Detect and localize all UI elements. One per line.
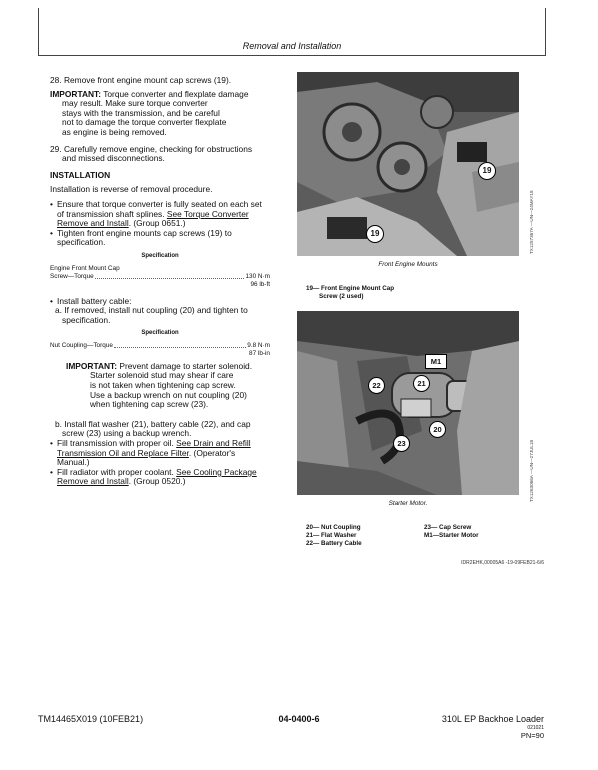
bullet-suffix: . (Operator's xyxy=(188,447,236,458)
figure-2-legend-left xyxy=(306,524,362,548)
spec-block-engine-mount xyxy=(50,252,270,289)
footer-page-number: PN=90 xyxy=(520,731,544,740)
figure-front-engine-mounts xyxy=(297,72,519,256)
link-cooling-package[interactable]: See Cooling Package xyxy=(176,466,257,477)
link-torque-converter[interactable]: See Torque Converter xyxy=(166,208,249,219)
spec-alt-value: 87 lb-in xyxy=(249,349,270,357)
bullet-line: Tighten front engine mounts cap screws (19) to xyxy=(57,227,232,238)
callout-21: 21 xyxy=(413,375,430,392)
footer-page-code: 04-0400-6 xyxy=(278,714,320,724)
starter-illustration xyxy=(297,311,519,495)
important-line: Starter solenoid stud may shear if care xyxy=(90,370,234,381)
legend-item-19: 19— Front Engine Mount Cap xyxy=(306,285,395,292)
document-id: IDR2EHK,00005A6 -19-09FEB21-6/6 xyxy=(461,560,544,566)
bullet-mark: • xyxy=(50,438,53,449)
important-line: is not taken when tightening cap screw. xyxy=(90,380,236,391)
important-label: IMPORTANT: xyxy=(66,360,118,371)
callout-20: 20 xyxy=(429,421,446,438)
spec-title-row xyxy=(50,265,270,273)
spec-label: Screw—Torque xyxy=(50,272,94,280)
spec-leader xyxy=(95,273,245,279)
callout-22: 22 xyxy=(368,377,385,394)
substep-a: a. If removed, install nut coupling (20) and tighten to xyxy=(55,305,248,316)
spec-value: 9.8 N·m xyxy=(247,341,270,349)
important-line: Use a backup wrench on nut coupling (20) xyxy=(90,389,247,400)
link-torque-converter-cont[interactable]: Remove and Install xyxy=(57,218,129,229)
figure-2-id: TX1263066A —UN—27JUL18 xyxy=(529,439,534,502)
step-29: 29. Carefully remove engine, checking for obstructions xyxy=(50,143,253,154)
important-line: as engine is being removed. xyxy=(62,126,167,137)
figure-1-caption: Front Engine Mounts xyxy=(378,261,438,268)
bullet-line: Manual.) xyxy=(57,457,90,468)
step-29-cont: and missed disconnections. xyxy=(62,153,165,164)
important-line: stays with the transmission, and be careful xyxy=(62,107,220,118)
spec-title: Engine Front Mount Cap xyxy=(50,264,120,272)
installation-text: Installation is reverse of removal procedure. xyxy=(50,184,213,195)
spec-value: 130 N·m xyxy=(245,272,270,280)
bullet-line: Ensure that torque converter is fully seated on each set xyxy=(57,198,262,209)
important-line: when tightening cap screw (23). xyxy=(90,399,209,410)
legend-item-20: 20— Nut Coupling xyxy=(306,524,361,531)
bullet-mark: • xyxy=(50,295,53,306)
bullet-mark: • xyxy=(50,466,53,477)
important-line: may result. Make sure torque converter xyxy=(62,98,208,109)
bullet-suffix: . (Group 0520.) xyxy=(128,476,186,487)
figure-1-legend xyxy=(306,285,394,301)
spec-heading: Specification xyxy=(141,330,179,337)
figure-2-caption: Starter Motor. xyxy=(388,500,428,507)
bullet-tighten-mounts xyxy=(50,229,290,248)
spec-heading: Specification xyxy=(141,252,179,259)
spec-alt-value: 96 lb-ft xyxy=(250,280,270,288)
figure-2-legend-right xyxy=(424,524,479,540)
legend-item-M1: M1—Starter Motor xyxy=(424,532,479,539)
footer-manual-id: TM14465X019 (10FEB21) xyxy=(38,714,144,724)
callout-19-lower: 19 xyxy=(366,225,384,243)
important-line: Prevent damage to starter solenoid. xyxy=(119,360,253,371)
legend-item-22: 22— Battery Cable xyxy=(306,540,362,547)
spec-row-nut-torque xyxy=(50,342,270,350)
footer-date-code: 021021 xyxy=(527,725,544,731)
installation-heading: INSTALLATION xyxy=(50,169,111,180)
link-cooling-package-cont[interactable]: Remove and Install xyxy=(57,476,129,487)
link-drain-refill[interactable]: See Drain and Refill xyxy=(176,438,251,449)
bullet-fill-radiator xyxy=(50,468,290,487)
callout-23: 23 xyxy=(393,435,410,452)
spec-block-nut-coupling xyxy=(50,329,270,358)
footer-product: 310L EP Backhoe Loader xyxy=(441,714,544,724)
bullet-line: Install battery cable: xyxy=(57,295,132,306)
bullet-line: Fill radiator with proper coolant. xyxy=(57,466,177,477)
bullet-fill-transmission xyxy=(50,439,290,468)
substep-b-cont: screw (23) using a backup wrench. xyxy=(62,428,192,439)
bullet-line: Fill transmission with proper oil. xyxy=(57,438,177,449)
important-line: not to damage the torque converter flexplate xyxy=(62,117,227,128)
legend-item-21: 21— Flat Washer xyxy=(306,532,357,539)
spec-label: Nut Coupling—Torque xyxy=(50,341,113,349)
legend-item-23: 23— Cap Screw xyxy=(424,524,472,531)
bullet-mark: • xyxy=(50,198,53,209)
spec-leader xyxy=(114,342,246,348)
step-28: 28. Remove front engine mount cap screws (19). xyxy=(50,75,232,85)
instruction-column xyxy=(50,76,290,487)
bullet-mark: • xyxy=(50,227,53,238)
bullet-torque-converter xyxy=(50,200,290,229)
important-line: Torque converter and flexplate damage xyxy=(103,88,249,99)
legend-item-19-cont: Screw (2 used) xyxy=(319,293,364,300)
bullet-line: specification. xyxy=(57,237,106,248)
spec-row-screw-torque xyxy=(50,273,270,281)
link-drain-refill-cont[interactable]: Transmission Oil and Replace Filter xyxy=(57,447,189,458)
bullet-suffix: . (Group 0651.) xyxy=(128,218,186,229)
figure-1-id: TX1257367A —UN—24MAY18 xyxy=(529,190,534,254)
callout-19-upper: 19 xyxy=(478,162,496,180)
page-section-title: Removal and Installation xyxy=(242,41,342,51)
bullet-line: of transmission shaft splines. xyxy=(57,208,167,219)
substep-b: b. Install flat washer (21), battery cable (22), and cap xyxy=(55,418,251,429)
callout-M1: M1 xyxy=(425,354,447,369)
important-label: IMPORTANT: xyxy=(50,88,102,99)
substep-a-cont: specification. xyxy=(62,314,111,325)
figure-starter-motor xyxy=(297,311,519,495)
